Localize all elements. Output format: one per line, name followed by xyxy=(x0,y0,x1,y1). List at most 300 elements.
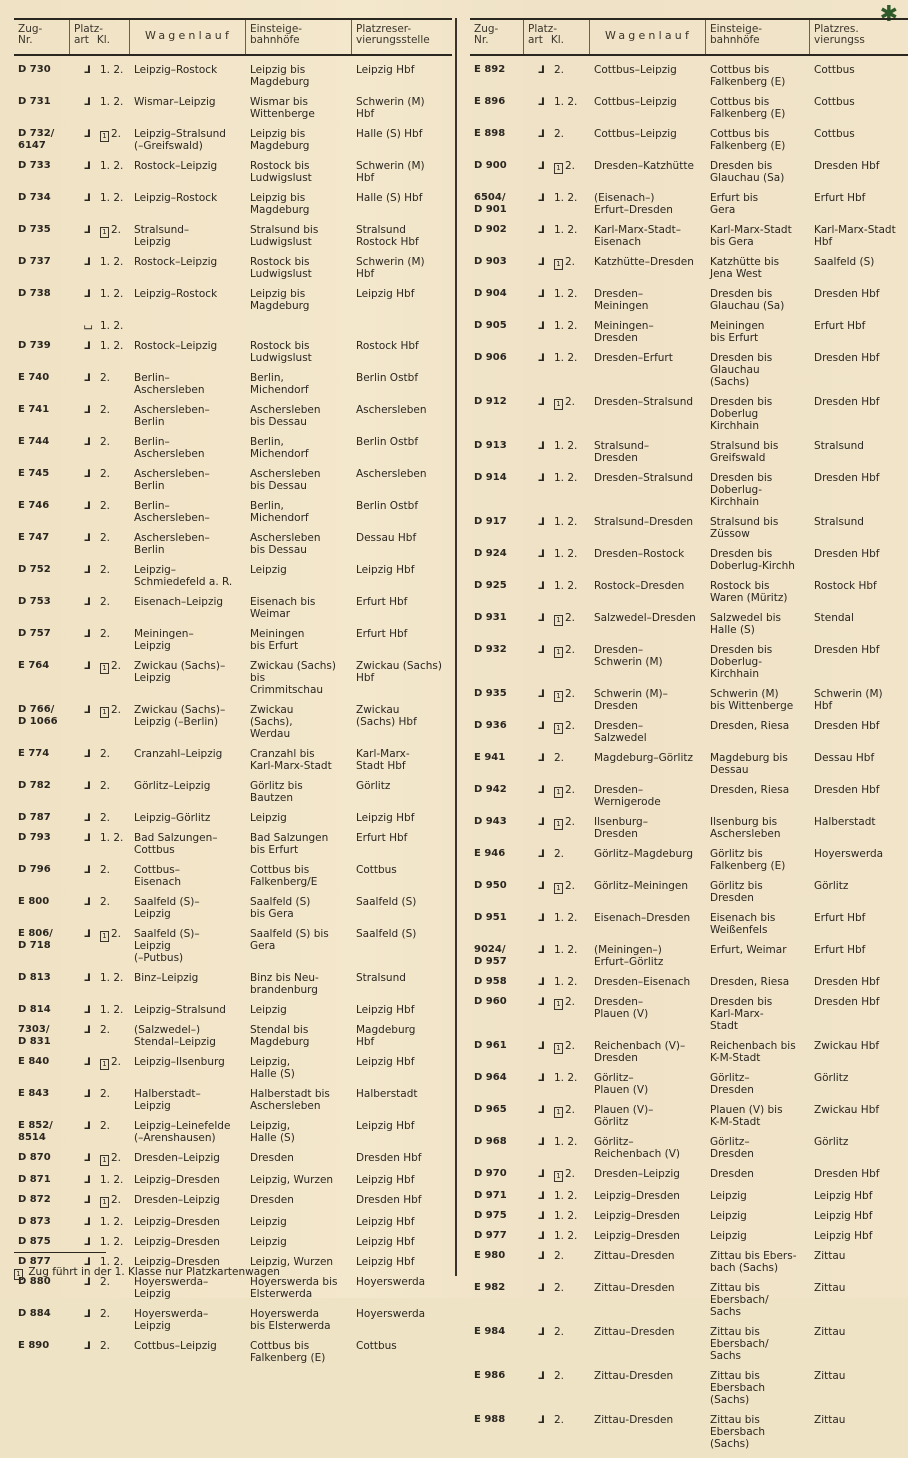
reservierungsstelle: Leipzig Hbf xyxy=(356,812,415,824)
wagenlauf: Dresden–Leipzig xyxy=(134,1152,220,1164)
reservierungsstelle: Dresden Hbf xyxy=(814,396,880,408)
platzart-klasse xyxy=(70,928,130,964)
platzart-klasse xyxy=(70,256,130,280)
wagenlauf: Eisenach–Dresden xyxy=(594,912,691,924)
seat-icon: ⅃ xyxy=(84,128,91,140)
wagenlauf: Stralsund– Dresden xyxy=(594,440,650,464)
sleeper-icon: ⌴ xyxy=(84,320,93,332)
table-row xyxy=(470,752,908,776)
einsteigebahnhoefe xyxy=(246,320,352,332)
seat-icon: ⅃ xyxy=(538,944,545,956)
platzart-klasse xyxy=(524,160,590,184)
reservierungsstelle: Stralsund Rostock Hbf xyxy=(356,224,419,248)
reservierungsstelle: Schwerin (M) Hbf xyxy=(814,688,883,712)
table-row xyxy=(470,1210,908,1222)
reservierungsstelle: Dresden Hbf xyxy=(814,548,880,560)
class-value: 1. 2. xyxy=(100,1236,124,1248)
wagenlauf: Plauen (V)– Görlitz xyxy=(594,1104,654,1128)
wagenlauf: Cottbus–Leipzig xyxy=(594,64,677,76)
wagenlauf: Berlin– Aschersleben xyxy=(134,372,205,396)
train-number: D 943 xyxy=(474,816,507,827)
reservierungsstelle: Leipzig Hbf xyxy=(356,288,415,300)
class-value: 2. xyxy=(100,896,111,908)
platzart-klasse xyxy=(524,880,590,904)
class-value: 1. 2. xyxy=(554,944,578,956)
platzart-klasse xyxy=(524,516,590,540)
reservierungsstelle: Dresden Hbf xyxy=(814,160,880,172)
table-row xyxy=(14,1024,452,1048)
reservierungsstelle: Stralsund xyxy=(356,972,406,984)
wagenlauf: Binz–Leipzig xyxy=(134,972,199,984)
class-value: 2. xyxy=(100,1120,111,1132)
header-platzart: Platz- art xyxy=(528,23,558,46)
reservierungsstelle: Zittau xyxy=(814,1250,846,1262)
train-number: D 902 xyxy=(474,224,507,235)
reservierungsstelle: Halberstadt xyxy=(356,1088,418,1100)
table-row xyxy=(14,1088,452,1112)
platzart-klasse xyxy=(70,812,130,824)
seat-icon: ⅃ xyxy=(84,748,91,760)
header-wagenlauf: Wagenlauf xyxy=(130,20,246,54)
train-number: D 753 xyxy=(18,596,51,607)
seat-icon: ⅃ xyxy=(84,928,91,940)
wagenlauf: Zwickau (Sachs)– Leipzig (–Berlin) xyxy=(134,704,226,728)
reservierungsstelle: Aschersleben xyxy=(356,404,427,416)
seat-icon: ⅃ xyxy=(538,1040,545,1052)
seat-icon: ⅃ xyxy=(84,1194,91,1206)
class-value: 1. 2. xyxy=(100,256,124,268)
einsteigebahnhoefe: Plauen (V) bis K-M-Stadt xyxy=(710,1104,783,1128)
platzart-klasse xyxy=(70,288,130,312)
class-value: 1. 2. xyxy=(100,1004,124,1016)
table-row xyxy=(470,160,908,184)
einsteigebahnhoefe: Eisenach bis Weimar xyxy=(250,596,316,620)
header-einsteige: Einsteige- bahnhöfe xyxy=(706,20,810,54)
reservierungsstelle: Dresden Hbf xyxy=(814,472,880,484)
class-value: 1. 2. xyxy=(554,1210,578,1222)
reservierungsstelle: Stralsund xyxy=(814,440,864,452)
wagenlauf: Leipzig–Rostock xyxy=(134,64,218,76)
class-value: 1 2. xyxy=(100,1056,121,1070)
table-row xyxy=(14,780,452,804)
platzart-klasse xyxy=(524,440,590,464)
wagenlauf: Cottbus–Leipzig xyxy=(594,96,677,108)
platzart-klasse xyxy=(70,628,130,652)
class-value: 1. 2. xyxy=(554,1190,578,1202)
seat-icon: ⅃ xyxy=(84,780,91,792)
train-number: D 766/ D 1066 xyxy=(18,704,58,727)
train-number: E 843 xyxy=(18,1088,50,1099)
platzkarten-box-icon: 1 xyxy=(100,663,109,674)
reservierungsstelle: Zwickau Hbf xyxy=(814,1040,880,1052)
table-row xyxy=(470,128,908,152)
seat-icon: ⅃ xyxy=(84,864,91,876)
seat-icon: ⅃ xyxy=(84,564,91,576)
wagenlauf: Leipzig–Dresden xyxy=(594,1190,680,1202)
reservierungsstelle: Zwickau (Sachs) Hbf xyxy=(356,660,442,684)
einsteigebahnhoefe: Görlitz– Dresden xyxy=(710,1136,754,1160)
platzkarten-box-icon: 1 xyxy=(100,707,109,718)
einsteigebahnhoefe: Katzhütte bis Jena West xyxy=(710,256,780,280)
table-row xyxy=(14,1120,452,1144)
platzart-klasse xyxy=(524,192,590,216)
platzart-klasse xyxy=(524,320,590,344)
platzart-klasse xyxy=(524,1250,590,1274)
reservierungsstelle: Zwickau Hbf xyxy=(814,1104,880,1116)
seat-icon: ⅃ xyxy=(84,704,91,716)
einsteigebahnhoefe: Meiningen bis Erfurt xyxy=(250,628,305,652)
reservierungsstelle: Erfurt Hbf xyxy=(356,832,408,844)
class-value: 1 2. xyxy=(554,720,575,734)
seat-icon: ⅃ xyxy=(538,996,545,1008)
reservierungsstelle: Zittau xyxy=(814,1282,846,1294)
seat-icon: ⅃ xyxy=(84,1004,91,1016)
einsteigebahnhoefe: Zwickau (Sachs), Werdau xyxy=(250,704,294,740)
class-value: 1 2. xyxy=(554,396,575,410)
platzkarten-box-icon: 1 xyxy=(554,723,563,734)
einsteigebahnhoefe: Saalfeld (S) bis Gera xyxy=(250,896,311,920)
class-value: 1 2. xyxy=(100,1194,121,1208)
train-number: D 900 xyxy=(474,160,507,171)
einsteigebahnhoefe: Leipzig xyxy=(710,1230,747,1242)
class-value: 1. 2. xyxy=(554,912,578,924)
platzart-klasse xyxy=(524,128,590,152)
train-number: D 958 xyxy=(474,976,507,987)
seat-icon: ⅃ xyxy=(538,128,545,140)
wagenlauf: (Meiningen–) Erfurt–Görlitz xyxy=(594,944,664,968)
seat-icon: ⅃ xyxy=(538,1282,545,1294)
einsteigebahnhoefe: Rostock bis Ludwigslust xyxy=(250,340,312,364)
platzkarten-box-icon: 1 xyxy=(554,615,563,626)
reservierungsstelle: Erfurt Hbf xyxy=(356,628,408,640)
seat-icon: ⅃ xyxy=(538,160,545,172)
seat-icon: ⅃ xyxy=(84,340,91,352)
platzart-klasse xyxy=(70,1194,130,1208)
einsteigebahnhoefe: Leipzig xyxy=(250,564,287,576)
platzart-klasse xyxy=(70,192,130,216)
reservierungsstelle: Saalfeld (S) xyxy=(356,896,417,908)
einsteigebahnhoefe: Stralsund bis Züssow xyxy=(710,516,779,540)
right-table xyxy=(470,18,908,1458)
seat-icon: ⅃ xyxy=(84,404,91,416)
wagenlauf: Zittau–Dresden xyxy=(594,1282,675,1294)
header-zug-nr: Zug- Nr. xyxy=(470,20,524,54)
table-row xyxy=(14,812,452,824)
class-value: 2. xyxy=(100,628,111,640)
einsteigebahnhoefe: Leipzig xyxy=(250,1236,287,1248)
platzart-klasse xyxy=(524,1210,590,1222)
train-number: D 932 xyxy=(474,644,507,655)
class-value: 1 2. xyxy=(100,660,121,674)
reservierungsstelle: Aschersleben xyxy=(356,468,427,480)
class-value: 1 2. xyxy=(554,644,575,658)
table-row xyxy=(470,256,908,280)
wagenlauf: Meiningen– Leipzig xyxy=(134,628,194,652)
seat-icon: ⅃ xyxy=(84,468,91,480)
wagenlauf: Saalfeld (S)– Leipzig (–Putbus) xyxy=(134,928,200,964)
einsteigebahnhoefe: Leipzig bis Magdeburg xyxy=(250,288,310,312)
class-value: 1 2. xyxy=(554,880,575,894)
einsteigebahnhoefe: Rostock bis Ludwigslust xyxy=(250,160,312,184)
table-row xyxy=(14,972,452,996)
train-number: D 739 xyxy=(18,340,51,351)
train-number: 7303/ D 831 xyxy=(18,1024,51,1047)
table-row xyxy=(470,320,908,344)
train-number: E 747 xyxy=(18,532,50,543)
train-number: E 746 xyxy=(18,500,50,511)
train-number: D 960 xyxy=(474,996,507,1007)
wagenlauf: Bad Salzungen– Cottbus xyxy=(134,832,218,856)
wagenlauf: Dresden–Stralsund xyxy=(594,472,694,484)
einsteigebahnhoefe: Leipzig bis Magdeburg xyxy=(250,64,310,88)
wagenlauf: Leipzig–Görlitz xyxy=(134,812,211,824)
einsteigebahnhoefe: Stralsund bis Ludwigslust xyxy=(250,224,319,248)
wagenlauf: Rostock–Leipzig xyxy=(134,340,218,352)
reservierungsstelle: Erfurt Hbf xyxy=(814,192,866,204)
class-value: 2. xyxy=(100,468,111,480)
table-row xyxy=(14,1174,452,1186)
table-row xyxy=(470,1230,908,1242)
table-row xyxy=(470,440,908,464)
class-value: 1 2. xyxy=(100,1152,121,1166)
einsteigebahnhoefe: Zittau bis Ebersbach/ Sachs xyxy=(710,1282,769,1318)
seat-icon: ⅃ xyxy=(538,516,545,528)
wagenlauf: Leipzig–Stralsund (–Greifswald) xyxy=(134,128,226,152)
seat-icon: ⅃ xyxy=(84,96,91,108)
wagenlauf: Cranzahl–Leipzig xyxy=(134,748,223,760)
platzart-klasse xyxy=(524,1370,590,1406)
seat-icon: ⅃ xyxy=(84,372,91,384)
seat-icon: ⅃ xyxy=(84,64,91,76)
wagenlauf: Eisenach–Leipzig xyxy=(134,596,224,608)
wagenlauf: Leipzig–Dresden xyxy=(134,1174,220,1186)
reservierungsstelle: Dessau Hbf xyxy=(356,532,417,544)
seat-icon: ⅃ xyxy=(84,500,91,512)
table-row xyxy=(470,1250,908,1274)
wagenlauf: Dresden– Schwerin (M) xyxy=(594,644,663,668)
table-row xyxy=(14,1308,452,1332)
class-value: 2. xyxy=(100,596,111,608)
einsteigebahnhoefe: Dresden xyxy=(710,1168,754,1180)
platzart-klasse xyxy=(524,1282,590,1318)
platzart-klasse xyxy=(70,1056,130,1080)
einsteigebahnhoefe: Leipzig bis Magdeburg xyxy=(250,128,310,152)
einsteigebahnhoefe: Hoyerswerda bis Elsterwerda xyxy=(250,1276,338,1300)
table-row xyxy=(14,96,452,120)
wagenlauf: Stralsund–Dresden xyxy=(594,516,694,528)
class-value: 2. xyxy=(554,1250,565,1262)
platzart-klasse xyxy=(70,436,130,460)
class-value: 2. xyxy=(554,128,565,140)
table-row xyxy=(14,864,452,888)
seat-icon: ⅃ xyxy=(84,1216,91,1228)
reservierungsstelle: Görlitz xyxy=(814,1136,849,1148)
left-table xyxy=(14,18,452,1372)
reservierungsstelle: Dresden Hbf xyxy=(356,1194,422,1206)
train-number: E 896 xyxy=(474,96,506,107)
train-number: E 890 xyxy=(18,1340,50,1351)
train-number: D 971 xyxy=(474,1190,507,1201)
class-value: 1. 2. xyxy=(554,320,578,332)
reservierungsstelle: Zittau xyxy=(814,1370,846,1382)
seat-icon: ⅃ xyxy=(538,192,545,204)
train-number: D 814 xyxy=(18,1004,51,1015)
table-row xyxy=(14,1056,452,1080)
reservierungsstelle: Leipzig Hbf xyxy=(814,1190,873,1202)
header-einsteige: Einsteige- bahnhöfe xyxy=(246,20,352,54)
seat-icon: ⅃ xyxy=(538,396,545,408)
footnote-rule xyxy=(14,1252,106,1253)
platzart-klasse xyxy=(70,64,130,88)
header-reservierung: Platzreser- vierungsstelle xyxy=(356,23,430,46)
reservierungsstelle: Leipzig Hbf xyxy=(356,1174,415,1186)
train-number: D 942 xyxy=(474,784,507,795)
seat-icon: ⅃ xyxy=(84,1256,91,1268)
reservierungsstelle: Leipzig Hbf xyxy=(814,1210,873,1222)
reservierungsstelle: Leipzig Hbf xyxy=(356,1236,415,1248)
table-row xyxy=(14,660,452,696)
reservierungsstelle: Dresden Hbf xyxy=(814,720,880,732)
wagenlauf: Zittau-Dresden xyxy=(594,1370,674,1382)
einsteigebahnhoefe: Leipzig, Halle (S) xyxy=(250,1120,295,1144)
wagenlauf: Aschersleben– Berlin xyxy=(134,468,210,492)
seat-icon: ⅃ xyxy=(84,436,91,448)
einsteigebahnhoefe: Aschersleben bis Dessau xyxy=(250,468,321,492)
einsteigebahnhoefe: Leipzig, Wurzen xyxy=(250,1256,334,1268)
wagenlauf: Görlitz– Plauen (V) xyxy=(594,1072,649,1096)
seat-icon: ⅃ xyxy=(538,816,545,828)
platzart-klasse xyxy=(70,780,130,804)
wagenlauf: (Eisenach–) Erfurt–Dresden xyxy=(594,192,673,216)
wagenlauf: Zittau-Dresden xyxy=(594,1414,674,1426)
einsteigebahnhoefe: Leipzig, Halle (S) xyxy=(250,1056,295,1080)
einsteigebahnhoefe: Dresden bis Doberlug- Kirchhain xyxy=(710,472,773,508)
train-number: D 735 xyxy=(18,224,51,235)
einsteigebahnhoefe: Wismar bis Wittenberge xyxy=(250,96,315,120)
wagenlauf: Zwickau (Sachs)– Leipzig xyxy=(134,660,226,684)
train-number: D 730 xyxy=(18,64,51,75)
platzart-klasse xyxy=(70,972,130,996)
seat-icon: ⅃ xyxy=(538,752,545,764)
table-row xyxy=(470,1370,908,1406)
einsteigebahnhoefe: Dresden xyxy=(250,1194,294,1206)
class-value: 2. xyxy=(554,1326,565,1338)
class-value: 1. 2. xyxy=(100,832,124,844)
train-number: D 965 xyxy=(474,1104,507,1115)
train-number: D 914 xyxy=(474,472,507,483)
class-value: 1. 2. xyxy=(100,96,124,108)
train-number: 9024/ D 957 xyxy=(474,944,507,967)
einsteigebahnhoefe: Cottbus bis Falkenberg/E xyxy=(250,864,318,888)
table-row xyxy=(470,288,908,312)
seat-icon: ⅃ xyxy=(538,256,545,268)
table-row xyxy=(470,396,908,432)
platzkarten-box-icon: 1 xyxy=(100,1155,109,1166)
class-value: 2. xyxy=(100,1088,111,1100)
seat-icon: ⅃ xyxy=(538,96,545,108)
reservierungsstelle: Leipzig Hbf xyxy=(356,564,415,576)
einsteigebahnhoefe: Saalfeld (S) bis Gera xyxy=(250,928,329,952)
einsteigebahnhoefe: Leipzig xyxy=(710,1190,747,1202)
train-number: E 980 xyxy=(474,1250,506,1261)
header-platzart-kl xyxy=(524,20,590,54)
einsteigebahnhoefe: Erfurt, Weimar xyxy=(710,944,787,956)
wagenlauf: Dresden–Stralsund xyxy=(594,396,694,408)
reservierungsstelle: Dresden Hbf xyxy=(814,288,880,300)
wagenlauf: Stralsund– Leipzig xyxy=(134,224,190,248)
table-row xyxy=(14,500,452,524)
platzart-klasse xyxy=(70,864,130,888)
platzart-klasse xyxy=(524,352,590,388)
class-value: 1. 2. xyxy=(100,320,124,332)
table-row xyxy=(470,96,908,120)
class-value: 2. xyxy=(100,748,111,760)
reservierungsstelle: Halle (S) Hbf xyxy=(356,128,423,140)
class-value: 2. xyxy=(100,436,111,448)
class-value: 1. 2. xyxy=(554,224,578,236)
einsteigebahnhoefe: Leipzig xyxy=(250,1004,287,1016)
wagenlauf: Dresden–Leipzig xyxy=(594,1168,680,1180)
wagenlauf: Leipzig–Dresden xyxy=(134,1256,220,1268)
class-value: 1. 2. xyxy=(100,160,124,172)
wagenlauf: Leipzig–Dresden xyxy=(594,1230,680,1242)
seat-icon: ⅃ xyxy=(84,1120,91,1132)
table-row xyxy=(470,64,908,88)
einsteigebahnhoefe: Eisenach bis Weißenfels xyxy=(710,912,776,936)
table-row xyxy=(14,64,452,88)
table-row xyxy=(470,1040,908,1064)
einsteigebahnhoefe: Binz bis Neu- brandenburg xyxy=(250,972,319,996)
einsteigebahnhoefe: Cottbus bis Falkenberg (E) xyxy=(250,1340,326,1364)
reservierungsstelle: Görlitz xyxy=(356,780,391,792)
einsteigebahnhoefe: Dresden bis Karl-Marx- Stadt xyxy=(710,996,773,1032)
seat-icon: ⅃ xyxy=(538,320,545,332)
train-number: D 813 xyxy=(18,972,51,983)
seat-icon: ⅃ xyxy=(538,1414,545,1426)
seat-icon: ⅃ xyxy=(84,812,91,824)
class-value: 1. 2. xyxy=(554,580,578,592)
table-row xyxy=(14,748,452,772)
table-row xyxy=(14,160,452,184)
class-value: 1. 2. xyxy=(100,192,124,204)
table-row xyxy=(470,976,908,988)
class-value: 1. 2. xyxy=(100,972,124,984)
train-number: D 964 xyxy=(474,1072,507,1083)
footnote xyxy=(14,1266,280,1280)
reservierungsstelle: Zittau xyxy=(814,1414,846,1426)
train-number: E 982 xyxy=(474,1282,506,1293)
seat-icon: ⅃ xyxy=(538,1230,545,1242)
table-row xyxy=(14,372,452,396)
einsteigebahnhoefe: Erfurt bis Gera xyxy=(710,192,759,216)
einsteigebahnhoefe: Leipzig xyxy=(250,812,287,824)
platzkarten-box-icon: 1 xyxy=(100,1059,109,1070)
platzart-klasse xyxy=(70,832,130,856)
train-number: E 744 xyxy=(18,436,50,447)
class-value: 1. 2. xyxy=(100,340,124,352)
platzart-klasse xyxy=(524,612,590,636)
einsteigebahnhoefe: Dresden, Riesa xyxy=(710,784,790,796)
platzart-klasse xyxy=(70,468,130,492)
einsteigebahnhoefe: Dresden, Riesa xyxy=(710,976,790,988)
train-number: D 870 xyxy=(18,1152,51,1163)
platzkarten-box-icon: 1 xyxy=(554,819,563,830)
wagenlauf: Zittau–Dresden xyxy=(594,1250,675,1262)
table-row xyxy=(470,1168,908,1182)
seat-icon: ⅃ xyxy=(84,1276,91,1288)
table-row xyxy=(14,1152,452,1166)
table-row xyxy=(14,928,452,964)
